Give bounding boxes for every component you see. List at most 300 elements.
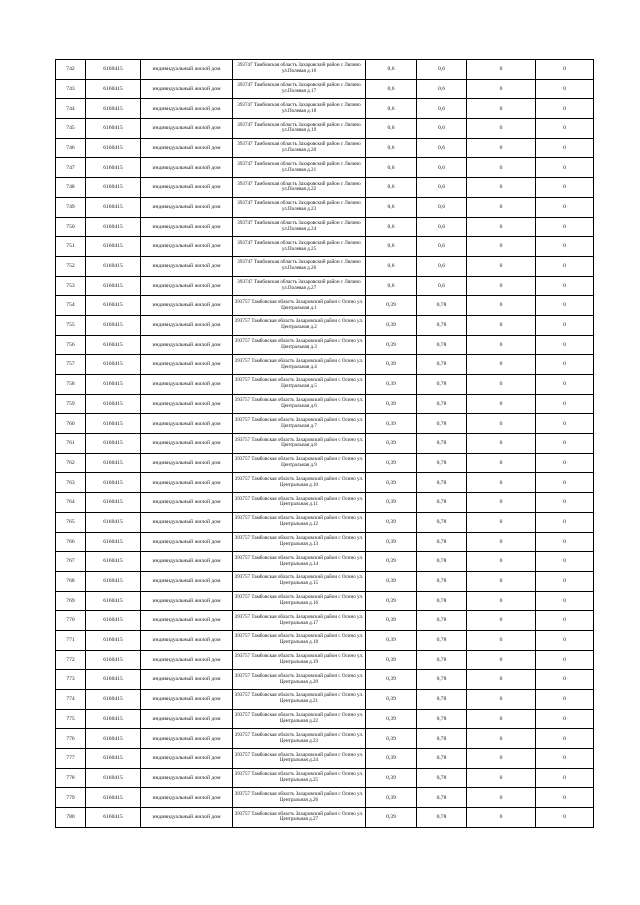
value-4-cell: 0 xyxy=(536,808,594,828)
code-cell: 6160415 xyxy=(86,414,141,434)
row-number-cell: 777 xyxy=(56,749,86,769)
object-type-cell: индивидуальный жилой дом xyxy=(141,512,233,532)
value-3-cell: 0 xyxy=(467,630,536,650)
value-1-cell: 0,39 xyxy=(366,630,417,650)
address-cell: 393757 Тамбовская область Захаровский район с Осино ул. Центральная д.25 xyxy=(233,768,366,788)
address-cell: 393757 Тамбовская область Захаровский район с Осино ул. Центральная д.24 xyxy=(233,749,366,769)
object-type-cell: индивидуальный жилой дом xyxy=(141,375,233,395)
object-type-cell: индивидуальный жилой дом xyxy=(141,256,233,276)
table-row xyxy=(56,296,594,316)
table-row xyxy=(56,729,594,749)
row-number-cell: 761 xyxy=(56,434,86,454)
code-cell: 6160415 xyxy=(86,60,141,80)
value-3-cell: 0 xyxy=(467,335,536,355)
table-row xyxy=(56,552,594,572)
address-cell: 393757 Тамбовская область Захаровский район с Осино ул. Центральная д.9 xyxy=(233,453,366,473)
row-number-cell: 772 xyxy=(56,650,86,670)
code-cell: 6160415 xyxy=(86,729,141,749)
table-row xyxy=(56,788,594,808)
row-number-cell: 758 xyxy=(56,375,86,395)
value-4-cell: 0 xyxy=(536,630,594,650)
value-3-cell: 0 xyxy=(467,493,536,513)
object-type-cell: индивидуальный жилой дом xyxy=(141,414,233,434)
address-cell: 393757 Тамбовская область Захаровский район с Осино ул. Центральная д.2 xyxy=(233,315,366,335)
table-row xyxy=(56,473,594,493)
object-type-cell: индивидуальный жилой дом xyxy=(141,571,233,591)
value-1-cell: 0,39 xyxy=(366,729,417,749)
value-4-cell: 0 xyxy=(536,99,594,119)
value-1-cell: 0,6 xyxy=(366,79,417,99)
value-1-cell: 0,39 xyxy=(366,394,417,414)
value-4-cell: 0 xyxy=(536,394,594,414)
address-cell: 393747 Тамбовская область Захаровский район с Лялино ул.Полевая д.19 xyxy=(233,119,366,139)
value-4-cell: 0 xyxy=(536,434,594,454)
value-4-cell: 0 xyxy=(536,729,594,749)
table-row xyxy=(56,768,594,788)
value-1-cell: 0,39 xyxy=(366,296,417,316)
value-2-cell: 0,6 xyxy=(417,276,467,296)
row-number-cell: 776 xyxy=(56,729,86,749)
table-row xyxy=(56,394,594,414)
value-4-cell: 0 xyxy=(536,611,594,631)
value-2-cell: 0,78 xyxy=(417,394,467,414)
table-row xyxy=(56,276,594,296)
value-1-cell: 0,39 xyxy=(366,375,417,395)
object-type-cell: индивидуальный жилой дом xyxy=(141,434,233,454)
value-3-cell: 0 xyxy=(467,276,536,296)
value-1-cell: 0,39 xyxy=(366,571,417,591)
address-cell: 393757 Тамбовская область Захаровский район с Осино ул. Центральная д.18 xyxy=(233,630,366,650)
object-type-cell: индивидуальный жилой дом xyxy=(141,670,233,690)
table-row xyxy=(56,709,594,729)
row-number-cell: 780 xyxy=(56,808,86,828)
value-3-cell: 0 xyxy=(467,99,536,119)
value-3-cell: 0 xyxy=(467,237,536,257)
value-4-cell: 0 xyxy=(536,650,594,670)
row-number-cell: 755 xyxy=(56,315,86,335)
value-4-cell: 0 xyxy=(536,690,594,710)
object-type-cell: индивидуальный жилой дом xyxy=(141,394,233,414)
object-type-cell: индивидуальный жилой дом xyxy=(141,709,233,729)
value-4-cell: 0 xyxy=(536,315,594,335)
value-3-cell: 0 xyxy=(467,158,536,178)
value-2-cell: 0,78 xyxy=(417,315,467,335)
code-cell: 6160415 xyxy=(86,296,141,316)
value-4-cell: 0 xyxy=(536,473,594,493)
value-1-cell: 0,39 xyxy=(366,788,417,808)
value-2-cell: 0,78 xyxy=(417,768,467,788)
address-cell: 393757 Тамбовская область Захаровский район с Осино ул. Центральная д.10 xyxy=(233,473,366,493)
table-row xyxy=(56,493,594,513)
value-2-cell: 0,78 xyxy=(417,729,467,749)
object-type-cell: индивидуальный жилой дом xyxy=(141,749,233,769)
object-type-cell: индивидуальный жилой дом xyxy=(141,532,233,552)
table-row xyxy=(56,138,594,158)
value-3-cell: 0 xyxy=(467,60,536,80)
code-cell: 6160415 xyxy=(86,394,141,414)
table-body xyxy=(56,60,594,828)
value-1-cell: 0,39 xyxy=(366,552,417,572)
code-cell: 6160415 xyxy=(86,217,141,237)
object-type-cell: индивидуальный жилой дом xyxy=(141,60,233,80)
code-cell: 6160415 xyxy=(86,315,141,335)
table-row xyxy=(56,119,594,139)
object-type-cell: индивидуальный жилой дом xyxy=(141,178,233,198)
value-3-cell: 0 xyxy=(467,768,536,788)
table-row xyxy=(56,414,594,434)
object-type-cell: индивидуальный жилой дом xyxy=(141,729,233,749)
value-1-cell: 0,39 xyxy=(366,611,417,631)
value-3-cell: 0 xyxy=(467,394,536,414)
code-cell: 6160415 xyxy=(86,768,141,788)
code-cell: 6160415 xyxy=(86,79,141,99)
value-2-cell: 0,78 xyxy=(417,571,467,591)
value-4-cell: 0 xyxy=(536,414,594,434)
value-2-cell: 0,6 xyxy=(417,178,467,198)
value-1-cell: 0,6 xyxy=(366,119,417,139)
object-type-cell: индивидуальный жилой дом xyxy=(141,119,233,139)
value-1-cell: 0,39 xyxy=(366,434,417,454)
object-type-cell: индивидуальный жилой дом xyxy=(141,591,233,611)
code-cell: 6160415 xyxy=(86,119,141,139)
object-type-cell: индивидуальный жилой дом xyxy=(141,453,233,473)
table-row xyxy=(56,335,594,355)
value-3-cell: 0 xyxy=(467,808,536,828)
value-2-cell: 0,78 xyxy=(417,650,467,670)
value-1-cell: 0,39 xyxy=(366,532,417,552)
value-3-cell: 0 xyxy=(467,749,536,769)
row-number-cell: 774 xyxy=(56,690,86,710)
value-3-cell: 0 xyxy=(467,453,536,473)
row-number-cell: 762 xyxy=(56,453,86,473)
value-2-cell: 0,78 xyxy=(417,414,467,434)
value-2-cell: 0,6 xyxy=(417,79,467,99)
value-2-cell: 0,78 xyxy=(417,808,467,828)
value-1-cell: 0,39 xyxy=(366,315,417,335)
value-1-cell: 0,39 xyxy=(366,335,417,355)
value-4-cell: 0 xyxy=(536,158,594,178)
address-cell: 393757 Тамбовская область Захаровский район с Осино ул. Центральная д.4 xyxy=(233,355,366,375)
row-number-cell: 750 xyxy=(56,217,86,237)
address-cell: 393757 Тамбовская область Захаровский район с Осино ул. Центральная д.13 xyxy=(233,532,366,552)
address-cell: 393757 Тамбовская область Захаровский район с Осино ул. Центральная д.14 xyxy=(233,552,366,572)
address-cell: 393757 Тамбовская область Захаровский район с Осино ул. Центральная д.1 xyxy=(233,296,366,316)
value-2-cell: 0,78 xyxy=(417,355,467,375)
row-number-cell: 769 xyxy=(56,591,86,611)
value-3-cell: 0 xyxy=(467,729,536,749)
address-cell: 393747 Тамбовская область Захаровский район с Лялино ул.Полевая д.17 xyxy=(233,79,366,99)
address-cell: 393747 Тамбовская область Захаровский район с Лялино ул.Полевая д.23 xyxy=(233,197,366,217)
table-row xyxy=(56,670,594,690)
table-row xyxy=(56,315,594,335)
value-3-cell: 0 xyxy=(467,650,536,670)
value-4-cell: 0 xyxy=(536,138,594,158)
value-2-cell: 0,78 xyxy=(417,493,467,513)
object-type-cell: индивидуальный жилой дом xyxy=(141,630,233,650)
code-cell: 6160415 xyxy=(86,99,141,119)
value-2-cell: 0,78 xyxy=(417,630,467,650)
row-number-cell: 773 xyxy=(56,670,86,690)
code-cell: 6160415 xyxy=(86,434,141,454)
code-cell: 6160415 xyxy=(86,158,141,178)
object-type-cell: индивидуальный жилой дом xyxy=(141,690,233,710)
address-cell: 393747 Тамбовская область Захаровский район с Лялино ул.Полевая д.16 xyxy=(233,60,366,80)
value-2-cell: 0,6 xyxy=(417,158,467,178)
table-row xyxy=(56,60,594,80)
value-3-cell: 0 xyxy=(467,138,536,158)
address-cell: 393747 Тамбовская область Захаровский район с Лялино ул.Полевая д.25 xyxy=(233,237,366,257)
value-4-cell: 0 xyxy=(536,532,594,552)
object-type-cell: индивидуальный жилой дом xyxy=(141,197,233,217)
value-4-cell: 0 xyxy=(536,591,594,611)
value-1-cell: 0,6 xyxy=(366,276,417,296)
table-row xyxy=(56,453,594,473)
table-row xyxy=(56,256,594,276)
value-1-cell: 0,6 xyxy=(366,138,417,158)
table-row xyxy=(56,434,594,454)
value-4-cell: 0 xyxy=(536,335,594,355)
object-type-cell: индивидуальный жилой дом xyxy=(141,768,233,788)
row-number-cell: 764 xyxy=(56,493,86,513)
row-number-cell: 753 xyxy=(56,276,86,296)
value-3-cell: 0 xyxy=(467,571,536,591)
value-2-cell: 0,78 xyxy=(417,473,467,493)
code-cell: 6160415 xyxy=(86,749,141,769)
row-number-cell: 743 xyxy=(56,79,86,99)
value-1-cell: 0,6 xyxy=(366,99,417,119)
value-4-cell: 0 xyxy=(536,79,594,99)
code-cell: 6160415 xyxy=(86,808,141,828)
value-3-cell: 0 xyxy=(467,690,536,710)
value-3-cell: 0 xyxy=(467,414,536,434)
code-cell: 6160415 xyxy=(86,670,141,690)
value-1-cell: 0,6 xyxy=(366,256,417,276)
table-row xyxy=(56,749,594,769)
value-1-cell: 0,39 xyxy=(366,670,417,690)
row-number-cell: 744 xyxy=(56,99,86,119)
value-2-cell: 0,78 xyxy=(417,591,467,611)
value-3-cell: 0 xyxy=(467,611,536,631)
row-number-cell: 757 xyxy=(56,355,86,375)
address-cell: 393747 Тамбовская область Захаровский район с Лялино ул.Полевая д.21 xyxy=(233,158,366,178)
value-1-cell: 0,39 xyxy=(366,493,417,513)
value-2-cell: 0,78 xyxy=(417,296,467,316)
value-4-cell: 0 xyxy=(536,768,594,788)
row-number-cell: 778 xyxy=(56,768,86,788)
address-cell: 393757 Тамбовская область Захаровский район с Осино ул. Центральная д.16 xyxy=(233,591,366,611)
value-4-cell: 0 xyxy=(536,119,594,139)
object-type-cell: индивидуальный жилой дом xyxy=(141,237,233,257)
table-row xyxy=(56,808,594,828)
value-2-cell: 0,78 xyxy=(417,611,467,631)
value-3-cell: 0 xyxy=(467,473,536,493)
object-type-cell: индивидуальный жилой дом xyxy=(141,493,233,513)
value-4-cell: 0 xyxy=(536,670,594,690)
table-row xyxy=(56,217,594,237)
row-number-cell: 779 xyxy=(56,788,86,808)
table-row xyxy=(56,99,594,119)
value-3-cell: 0 xyxy=(467,119,536,139)
code-cell: 6160415 xyxy=(86,690,141,710)
address-cell: 393757 Тамбовская область Захаровский район с Осино ул. Центральная д.19 xyxy=(233,650,366,670)
address-cell: 393757 Тамбовская область Захаровский район с Осино ул. Центральная д.11 xyxy=(233,493,366,513)
value-2-cell: 0,78 xyxy=(417,375,467,395)
object-type-cell: индивидуальный жилой дом xyxy=(141,335,233,355)
address-cell: 393757 Тамбовская область Захаровский район с Осино ул. Центральная д.12 xyxy=(233,512,366,532)
row-number-cell: 747 xyxy=(56,158,86,178)
table-row xyxy=(56,591,594,611)
value-3-cell: 0 xyxy=(467,79,536,99)
table-row xyxy=(56,650,594,670)
value-1-cell: 0,6 xyxy=(366,197,417,217)
row-number-cell: 748 xyxy=(56,178,86,198)
value-4-cell: 0 xyxy=(536,60,594,80)
value-1-cell: 0,6 xyxy=(366,158,417,178)
value-1-cell: 0,6 xyxy=(366,217,417,237)
value-2-cell: 0,6 xyxy=(417,119,467,139)
object-type-cell: индивидуальный жилой дом xyxy=(141,99,233,119)
value-3-cell: 0 xyxy=(467,315,536,335)
address-cell: 393757 Тамбовская область Захаровский район с Осино ул. Центральная д.27 xyxy=(233,808,366,828)
value-2-cell: 0,78 xyxy=(417,709,467,729)
value-1-cell: 0,39 xyxy=(366,512,417,532)
code-cell: 6160415 xyxy=(86,493,141,513)
value-4-cell: 0 xyxy=(536,493,594,513)
row-number-cell: 766 xyxy=(56,532,86,552)
row-number-cell: 742 xyxy=(56,60,86,80)
address-cell: 393757 Тамбовская область Захаровский район с Осино ул. Центральная д.20 xyxy=(233,670,366,690)
code-cell: 6160415 xyxy=(86,473,141,493)
address-cell: 393747 Тамбовская область Захаровский район с Лялино ул.Полевая д.27 xyxy=(233,276,366,296)
table-row xyxy=(56,611,594,631)
object-type-cell: индивидуальный жилой дом xyxy=(141,79,233,99)
object-type-cell: индивидуальный жилой дом xyxy=(141,296,233,316)
row-number-cell: 775 xyxy=(56,709,86,729)
value-1-cell: 0,6 xyxy=(366,60,417,80)
table-row xyxy=(56,571,594,591)
value-1-cell: 0,39 xyxy=(366,355,417,375)
value-2-cell: 0,6 xyxy=(417,99,467,119)
code-cell: 6160415 xyxy=(86,453,141,473)
value-4-cell: 0 xyxy=(536,788,594,808)
value-3-cell: 0 xyxy=(467,512,536,532)
object-type-cell: индивидуальный жилой дом xyxy=(141,355,233,375)
table-row xyxy=(56,355,594,375)
row-number-cell: 763 xyxy=(56,473,86,493)
code-cell: 6160415 xyxy=(86,552,141,572)
address-cell: 393757 Тамбовская область Захаровский район с Осино ул. Центральная д.3 xyxy=(233,335,366,355)
row-number-cell: 749 xyxy=(56,197,86,217)
row-number-cell: 754 xyxy=(56,296,86,316)
value-2-cell: 0,6 xyxy=(417,256,467,276)
address-cell: 393757 Тамбовская область Захаровский район с Осино ул. Центральная д.17 xyxy=(233,611,366,631)
row-number-cell: 746 xyxy=(56,138,86,158)
object-type-cell: индивидуальный жилой дом xyxy=(141,217,233,237)
table-row xyxy=(56,79,594,99)
object-type-cell: индивидуальный жилой дом xyxy=(141,650,233,670)
code-cell: 6160415 xyxy=(86,591,141,611)
value-1-cell: 0,39 xyxy=(366,414,417,434)
code-cell: 6160415 xyxy=(86,709,141,729)
object-type-cell: индивидуальный жилой дом xyxy=(141,138,233,158)
row-number-cell: 767 xyxy=(56,552,86,572)
row-number-cell: 751 xyxy=(56,237,86,257)
value-3-cell: 0 xyxy=(467,256,536,276)
code-cell: 6160415 xyxy=(86,237,141,257)
code-cell: 6160415 xyxy=(86,256,141,276)
code-cell: 6160415 xyxy=(86,375,141,395)
value-3-cell: 0 xyxy=(467,670,536,690)
value-2-cell: 0,78 xyxy=(417,788,467,808)
address-cell: 393757 Тамбовская область Захаровский район с Осино ул. Центральная д.22 xyxy=(233,709,366,729)
value-3-cell: 0 xyxy=(467,296,536,316)
value-3-cell: 0 xyxy=(467,709,536,729)
value-2-cell: 0,78 xyxy=(417,532,467,552)
value-1-cell: 0,6 xyxy=(366,237,417,257)
value-2-cell: 0,78 xyxy=(417,690,467,710)
address-cell: 393757 Тамбовская область Захаровский район с Осино ул. Центральная д.26 xyxy=(233,788,366,808)
object-type-cell: индивидуальный жилой дом xyxy=(141,158,233,178)
address-cell: 393747 Тамбовская область Захаровский район с Лялино ул.Полевая д.20 xyxy=(233,138,366,158)
table-row xyxy=(56,178,594,198)
value-3-cell: 0 xyxy=(467,591,536,611)
table-row xyxy=(56,237,594,257)
value-4-cell: 0 xyxy=(536,178,594,198)
value-1-cell: 0,39 xyxy=(366,709,417,729)
code-cell: 6160415 xyxy=(86,650,141,670)
value-3-cell: 0 xyxy=(467,217,536,237)
value-2-cell: 0,6 xyxy=(417,197,467,217)
value-2-cell: 0,78 xyxy=(417,749,467,769)
value-4-cell: 0 xyxy=(536,375,594,395)
value-3-cell: 0 xyxy=(467,197,536,217)
object-type-cell: индивидуальный жилой дом xyxy=(141,552,233,572)
object-type-cell: индивидуальный жилой дом xyxy=(141,276,233,296)
value-3-cell: 0 xyxy=(467,788,536,808)
value-1-cell: 0,6 xyxy=(366,178,417,198)
code-cell: 6160415 xyxy=(86,788,141,808)
value-2-cell: 0,6 xyxy=(417,138,467,158)
row-number-cell: 745 xyxy=(56,119,86,139)
table-row xyxy=(56,690,594,710)
code-cell: 6160415 xyxy=(86,532,141,552)
address-cell: 393757 Тамбовская область Захаровский район с Осино ул. Центральная д.6 xyxy=(233,394,366,414)
value-3-cell: 0 xyxy=(467,375,536,395)
code-cell: 6160415 xyxy=(86,571,141,591)
value-1-cell: 0,39 xyxy=(366,808,417,828)
value-1-cell: 0,39 xyxy=(366,473,417,493)
code-cell: 6160415 xyxy=(86,178,141,198)
object-type-cell: индивидуальный жилой дом xyxy=(141,611,233,631)
value-2-cell: 0,6 xyxy=(417,237,467,257)
value-2-cell: 0,78 xyxy=(417,552,467,572)
row-number-cell: 768 xyxy=(56,571,86,591)
address-cell: 393747 Тамбовская область Захаровский район с Лялино ул.Полевая д.18 xyxy=(233,99,366,119)
value-3-cell: 0 xyxy=(467,355,536,375)
value-4-cell: 0 xyxy=(536,197,594,217)
address-cell: 393757 Тамбовская область Захаровский район с Осино ул. Центральная д.8 xyxy=(233,434,366,454)
code-cell: 6160415 xyxy=(86,138,141,158)
data-table xyxy=(55,59,594,828)
value-2-cell: 0,78 xyxy=(417,434,467,454)
row-number-cell: 760 xyxy=(56,414,86,434)
value-4-cell: 0 xyxy=(536,256,594,276)
object-type-cell: индивидуальный жилой дом xyxy=(141,473,233,493)
value-3-cell: 0 xyxy=(467,434,536,454)
table-row xyxy=(56,532,594,552)
row-number-cell: 771 xyxy=(56,630,86,650)
address-cell: 393747 Тамбовская область Захаровский район с Лялино ул.Полевая д.26 xyxy=(233,256,366,276)
